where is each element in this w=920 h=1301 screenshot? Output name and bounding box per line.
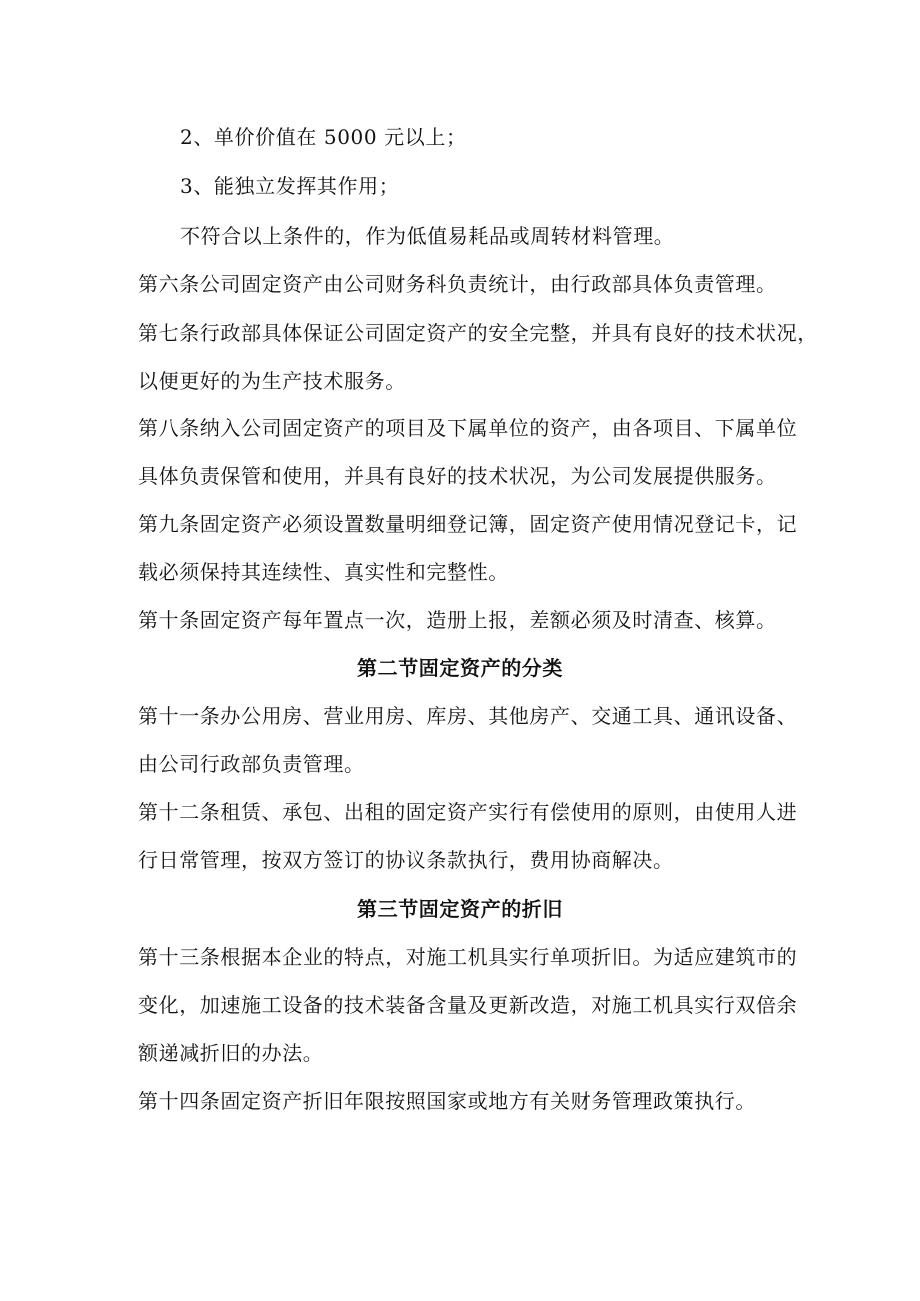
article-8-line-2: 具体负责保管和使用，并具有良好的技术状况，为公司发展提供服务。 [138, 464, 777, 488]
paragraph-note: 不符合以上条件的，作为低值易耗品或周转材料管理。 [180, 224, 675, 248]
article-7-line-1: 第七条行政部具体保证公司固定资产的安全完整，并具有良好的技术状况， [138, 321, 818, 345]
article-11-line-2: 由公司行政部负责管理。 [138, 752, 365, 776]
article-13-line-2: 变化，加速施工设备的技术装备含量及更新改造，对施工机具实行双倍余 [138, 993, 798, 1017]
article-8-line-1: 第八条纳入公司固定资产的项目及下属单位的资产，由各项目、下属单位 [138, 416, 798, 440]
article-10: 第十条固定资产每年置点一次，造册上报，差额必须及时清查、核算。 [138, 608, 777, 632]
article-7-line-2: 以便更好的为生产技术服务。 [138, 369, 406, 393]
article-11-line-1: 第十一条办公用房、营业用房、库房、其他房产、交通工具、通讯设备、 [138, 704, 798, 728]
article-14: 第十四条固定资产折旧年限按照国家或地方有关财务管理政策执行。 [138, 1089, 756, 1113]
article-13-line-1: 第十三条根据本企业的特点，对施工机具实行单项折旧。为适应建筑市的 [138, 945, 798, 969]
article-9-line-1: 第九条固定资产必须设置数量明细登记簿，固定资产使用情况登记卡，记 [138, 512, 798, 536]
article-9-line-2: 载必须保持其连续性、真实性和完整性。 [138, 560, 509, 584]
section-heading-2: 第二节固定资产的分类 [357, 656, 563, 680]
list-item-3: 3、能独立发挥其作用； [180, 174, 400, 198]
article-12-line-1: 第十二条租赁、承包、出租的固定资产实行有偿使用的原则，由使用人进 [138, 800, 798, 824]
article-12-line-2: 行日常管理，按双方签订的协议条款执行，费用协商解决。 [138, 848, 674, 872]
article-13-line-3: 额递减折旧的办法。 [138, 1041, 324, 1065]
list-item-2: 2、单价价值在 5000 元以上； [180, 125, 467, 149]
section-heading-3: 第三节固定资产的折旧 [357, 897, 563, 921]
article-6: 第六条公司固定资产由公司财务科负责统计，由行政部具体负责管理。 [138, 272, 777, 296]
